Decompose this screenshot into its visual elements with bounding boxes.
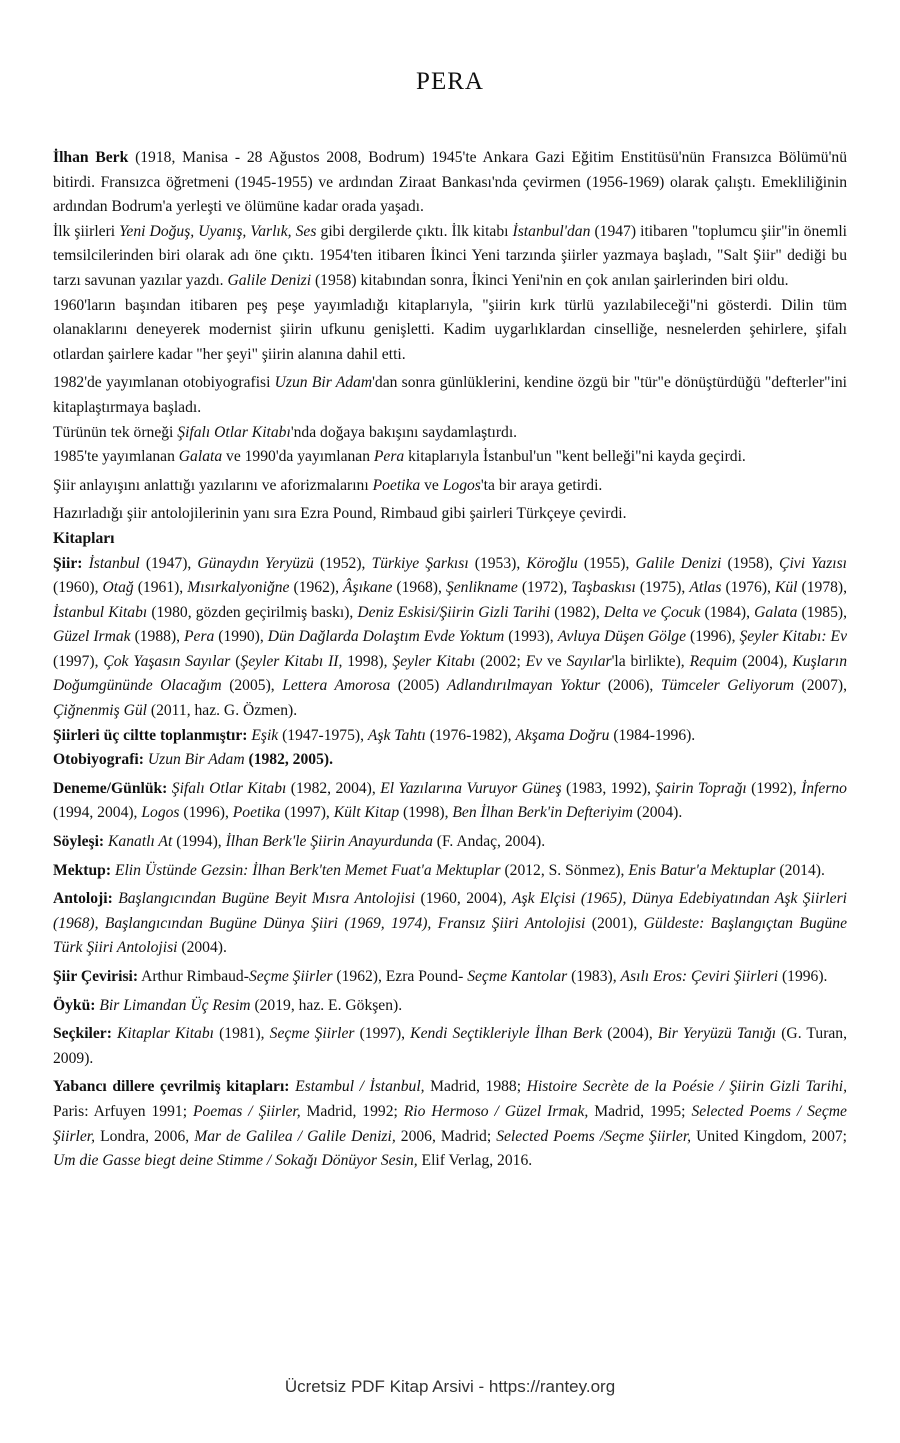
book-title: Deniz Eskisi/Şiirin Gizli Tarihi (357, 603, 551, 621)
autobiography-line (53, 748, 847, 773)
text: İlk şiirleri (53, 222, 120, 240)
book-year: (1947-1975), (278, 726, 368, 744)
text: 1982'de yayımlanan otobiyografisi (53, 374, 275, 392)
book-title: Şeyler Kitabı (392, 652, 476, 670)
book-title: Taşbaskısı (571, 579, 636, 597)
book-title: Başlangıcından Bugüne Beyit Mısra Antolojisi (118, 890, 416, 908)
book-year: Madrid, 1995; (588, 1102, 692, 1120)
selections-line (53, 1022, 847, 1071)
section-label: Seçkiler: (53, 1025, 112, 1043)
book-title: Elin Üstünde Gezsin: İlhan Berk'ten Memet Fuat'a Mektuplar (114, 861, 501, 879)
book-year: (2005), (221, 677, 283, 695)
section-label: Şiir: (53, 554, 83, 572)
book-year: (G. Turan, 2009). (53, 1025, 847, 1067)
book-title: İnferno (801, 779, 847, 797)
book-year: (1947), (139, 554, 198, 572)
book-title: Mar de Galilea / Galile Denizi, (194, 1127, 396, 1145)
book-year: (1982), (550, 603, 604, 621)
text: 'dan sonra günlüklerini, kendine özgü bir "tür"e dönüştürdüğü "defterler"ini kitaplaştırmaya başladı. (53, 374, 847, 416)
book-year: United Kingdom, 2007; (691, 1127, 848, 1145)
book-title: Galata (178, 448, 223, 466)
text: Türünün tek örneği (53, 423, 178, 441)
book-title: Galile Denizi (227, 271, 312, 289)
book-title: Requim (689, 652, 738, 670)
book-year: (1982, 2005). (244, 751, 333, 769)
book-year: (1952), (313, 554, 372, 572)
book-title: Logos (442, 476, 481, 494)
book-title: Çok Yaşasın Sayılar (103, 652, 231, 670)
text: ve 1990'da yayımlanan (222, 448, 374, 466)
book-year: (1996), (686, 628, 740, 646)
book-year: ( (230, 652, 241, 670)
book-year: (1976-1982), (425, 726, 516, 744)
book-year: (2006), (600, 677, 661, 695)
book-title: İstanbul'dan (512, 222, 591, 240)
book-title: Adlandırılmayan Yoktur (446, 677, 601, 695)
book-year: (1998), (399, 804, 453, 822)
section-label: Otobiyografi: (53, 751, 144, 769)
book-year: (1972), (517, 579, 572, 597)
book-title: Um die Gasse biegt deine Stimme / Sokağı Dönüyor Sesin, (53, 1152, 418, 1170)
book-year: 1998), (342, 652, 393, 670)
book-title: Logos (141, 804, 180, 822)
city-memory-paragraph (53, 445, 847, 470)
book-year: (1976), (721, 579, 775, 597)
book-title: Tümceler Geliyorum (660, 677, 794, 695)
book-year: Madrid, 1992; (300, 1102, 404, 1120)
book-title: Estambul / İstanbul, (295, 1078, 425, 1096)
book-year: Elif Verlag, 2016. (417, 1152, 533, 1170)
bio-paragraph (53, 146, 847, 220)
book-title: Kitaplar Kitabı (117, 1025, 214, 1043)
book-year: (1994), (172, 833, 226, 851)
book-title: Mısırkalyoniğne (187, 579, 290, 597)
book-title: Pera (184, 628, 215, 646)
herbs-paragraph (53, 421, 847, 446)
books-heading-line (53, 527, 847, 552)
book-title: İstanbul Kitabı (53, 603, 148, 621)
text: 'nda doğaya bakışını saydamlaştırdı. (290, 423, 518, 441)
book-year: (1983), (567, 968, 621, 985)
book-title: Köroğlu (526, 554, 578, 572)
book-title: Avluya Düşen Gölge (557, 628, 687, 646)
autobiography-paragraph (53, 371, 847, 420)
book-title: Ev (525, 652, 543, 670)
anthology-list (53, 887, 847, 961)
book-year: (2004), (602, 1025, 658, 1043)
book-title: Âşıkane (343, 579, 393, 597)
book-title: Güldeste: Başlangıçtan Bugüne Türk Şiiri Antolojisi (53, 914, 847, 957)
book-year: (1996). (778, 968, 828, 985)
book-title: Delta ve Çocuk (603, 603, 701, 621)
book-title: Otağ (102, 579, 134, 597)
book-title: İstanbul (88, 554, 140, 572)
book-title: Güzel Irmak (53, 628, 131, 646)
book-year: (1990), (214, 628, 268, 646)
book-year: (1988), (130, 628, 185, 646)
book-title: Şenlikname (445, 579, 518, 597)
book-year: (2014). (775, 861, 825, 879)
translations-paragraph: Hazırladığı şiir antolojilerinin yanı sıra Ezra Pound, Rimbaud gibi şairleri Türkçeye çevirdi. (53, 505, 627, 523)
book-year: (2004), (737, 652, 793, 670)
book-year: (1983, 1992), (561, 779, 656, 797)
book-title: Kanatlı At (108, 833, 173, 851)
books-heading: Kitapları (53, 529, 115, 547)
book-year: (1960), (53, 579, 103, 597)
book-title: Rio Hermoso / Güzel Irmak, (403, 1102, 589, 1120)
book-title: Kül (774, 579, 798, 597)
book-title: Şifalı Otlar Kitabı (171, 779, 287, 797)
book-year: 2006, Madrid; (395, 1127, 497, 1145)
book-year: (2002; (475, 652, 526, 670)
interview-line (53, 830, 847, 855)
book-title: Sayılar (566, 652, 612, 670)
book-title: Günaydın Yeryüzü (197, 554, 314, 572)
book-year: (1982, 2004), (286, 779, 381, 797)
book-year: (1981), (213, 1025, 270, 1043)
book-year: (2007), (793, 677, 847, 695)
book-title: Çivi Yazısı (779, 554, 847, 572)
book-title: Şeyler Kitabı II, (240, 652, 343, 670)
document-body (53, 146, 847, 1174)
book-title: Atlas (689, 579, 722, 597)
book-year: Madrid, 1988; (424, 1078, 527, 1096)
book-year: (1984-1996). (609, 726, 696, 744)
poetry-list (53, 552, 847, 724)
book-year: (2001), (585, 914, 644, 932)
book-title: Kuşların Doğumgününde Olacağım (53, 652, 847, 695)
page-title: PERA (416, 68, 484, 95)
section-label: Deneme/Günlük: (53, 779, 168, 797)
book-title: Çiğnenmiş Gül (53, 702, 147, 720)
book-year: ve (542, 652, 567, 670)
section-label: Antoloji: (53, 890, 113, 908)
section-label: Şiir Çevirisi: (53, 968, 139, 985)
section-label: Söyleşi: (53, 833, 105, 851)
text: kitaplarıyla İstanbul'un "kent belleği"ni kayda geçirdi. (404, 448, 746, 466)
book-title: Şifalı Otlar Kitabı (177, 423, 291, 441)
book-title: Pera (373, 448, 405, 466)
book-year: (2019, haz. E. Gökşen). (250, 996, 403, 1014)
footer-watermark: Ücretsiz PDF Kitap Arsivi - https://rantey.org (284, 1377, 616, 1396)
text: Arthur Rimbaud- (138, 968, 249, 985)
three-volumes-line (53, 724, 847, 749)
book-year: (1994, 2004), (53, 804, 142, 822)
book-title: Selected Poems / Seçme Şiirler, (53, 1102, 847, 1145)
story-line (53, 994, 847, 1019)
poetics-paragraph (53, 474, 847, 499)
book-year: (1993), (504, 628, 558, 646)
book-title: Türkiye Şarkısı (371, 554, 469, 572)
book-title: Uzun Bir Adam (147, 751, 245, 769)
book-year: Londra, 2006, (95, 1127, 195, 1145)
text: Şiir anlayışını anlattığı yazılarını ve aforizmalarını (53, 476, 373, 494)
bio-text: (1918, Manisa - 28 Ağustos 2008, Bodrum) 1945'te Ankara Gazi Eğitim Enstitüsü'nün Fransızca Bölümü'nü bitirdi. Fransızca öğretmeni (1945-1955) ve ardından Ziraat Bankası'nda çevirmen (1956-1969) olarak çalıştı. Emekliliğinin ardından Bodrum'a yerleşti ve ölümüne kadar orada yaşadı. (53, 149, 847, 216)
book-year: (F. Andaç, 2004). (432, 833, 546, 851)
book-year: (1985), (797, 603, 847, 621)
book-year: (1997), (354, 1025, 411, 1043)
text: 1985'te yayımlanan (53, 448, 179, 466)
book-title: Poetika (372, 476, 421, 494)
letters-line (53, 859, 847, 884)
book-title: El Yazılarına Vuruyor Güneş (380, 779, 562, 797)
early-poems-paragraph (53, 220, 847, 294)
book-title: Poemas / Şiirler, (192, 1102, 301, 1120)
section-label: Öykü: (53, 996, 96, 1014)
book-year: (2005) (390, 677, 447, 695)
book-year: (1978), (797, 579, 848, 597)
book-year: (1975), (635, 579, 690, 597)
text: ve (420, 476, 443, 494)
text: gibi dergilerde çıktı. İlk kitabı (316, 222, 513, 240)
section-label: Mektup: (53, 861, 112, 879)
book-title: Şeyler Kitabı: Ev (739, 628, 847, 646)
book-year: (1962), (289, 579, 344, 597)
book-year: (2004). (177, 939, 227, 957)
section-label: Şiirleri üç ciltte toplanmıştır: (53, 726, 248, 744)
book-title: Aşk Elçisi (1965), Dünya Edebiyatından Aşk Şiirleri (1968), Başlangıcından Bugüne Dünya Şiiri (1969, 1974), Fransız Şiiri Antolojisi (53, 890, 847, 932)
text: 'ta bir araya getirdi. (480, 476, 603, 494)
book-title: Seçme Şiirler (248, 968, 333, 985)
poetry-translation-line (53, 965, 847, 990)
book-year: (1958), (721, 554, 780, 572)
book-year: (1997), (280, 804, 334, 822)
book-title: Seçme Kantolar (467, 968, 568, 985)
book-year: (2012, S. Sönmez), (500, 861, 629, 879)
book-year: Paris: Arfuyen 1991; (53, 1102, 193, 1120)
book-title: Bir Yeryüzü Tanığı (657, 1025, 777, 1043)
book-year: (1962), Ezra Pound- (332, 968, 468, 985)
book-year: (1997), (53, 652, 104, 670)
book-year: (1980, gözden geçirilmiş baskı), (147, 603, 358, 621)
book-year: (2011, haz. G. Özmen). (147, 702, 298, 720)
book-year: (1984), (700, 603, 755, 621)
foreign-translations-list (53, 1075, 847, 1173)
sixties-paragraph: 1960'ların başından itibaren peş peşe yayımladığı kitaplarıyla, "şiirin kırk türlü yazılabileceği"ni gösterdi. Dilin tüm olanaklarını deneyerek modernist şiirin ufkunu genişletti. Kadim uygarlıklardan cinselliğe, nesnelerden şehirlere, şifalı otlardan şairlere kadar "her şeyi" şiirin alanına dahil etti. (53, 296, 847, 363)
book-year: (1955), (577, 554, 636, 572)
book-year: (1992), (746, 779, 802, 797)
text: (1958) kitabından sonra, İkinci Yeni'nin en çok anılan şairlerinden biri oldu. (311, 271, 789, 289)
book-title: Şairin Toprağı (655, 779, 747, 797)
book-title: Histoire Secrète de la Poésie / Şiirin Gizli Tarihi, (526, 1078, 847, 1096)
book-year: (1961), (133, 579, 188, 597)
text: (1947) itibaren "toplumcu şiir"in önemli temsilcilerinden biri olarak adı öne çıktı. 1954'ten itibaren İkinci Yeni tarzında şiirler yazmaya başladı, "Salt Şiir" dediği bu tarzı savunan yazılar yazdı. (53, 222, 847, 289)
book-title: Ben İlhan Berk'in Defteriyim (452, 804, 633, 822)
book-title: Aşk Tahtı (367, 726, 426, 744)
book-title: Kendi Seçtikleriyle İlhan Berk (410, 1025, 603, 1043)
book-title: Galile Denizi (635, 554, 722, 572)
book-title: Seçme Şiirler (269, 1025, 355, 1043)
book-title: Dün Dağlarda Dolaştım Evde Yoktum (267, 628, 505, 646)
book-title: Galata (754, 603, 798, 621)
book-title: Uzun Bir Adam (274, 374, 373, 392)
book-title: Enis Batur'a Mektuplar (628, 861, 776, 879)
book-year: 'la birlikte), (611, 652, 690, 670)
book-title: Eşik (251, 726, 279, 744)
section-label: Yabancı dillere çevrilmiş kitapları: (53, 1078, 290, 1096)
essay-diary-list (53, 777, 847, 826)
book-year: (1953), (468, 554, 527, 572)
book-title: Selected Poems /Seçme Şiirler, (496, 1127, 692, 1145)
book-title: Akşama Doğru (515, 726, 610, 744)
book-title: Asılı Eros: Çeviri Şiirleri (620, 968, 779, 985)
book-year: (2004). (632, 804, 683, 822)
book-year: (1968), (392, 579, 446, 597)
book-title: Lettera Amorosa (282, 677, 391, 695)
book-year: (1996), (179, 804, 233, 822)
book-title: İlhan Berk'le Şiirin Anayurdunda (225, 833, 433, 851)
book-title: Poetika (232, 804, 281, 822)
book-year: (1960, 2004), (415, 890, 512, 908)
magazine-titles: Yeni Doğuş, Uyanış, Varlık, Ses (119, 222, 317, 240)
author-name: İlhan Berk (53, 149, 129, 166)
book-title: Kült Kitap (333, 804, 400, 822)
book-title: Bir Limandan Üç Resim (99, 996, 251, 1014)
